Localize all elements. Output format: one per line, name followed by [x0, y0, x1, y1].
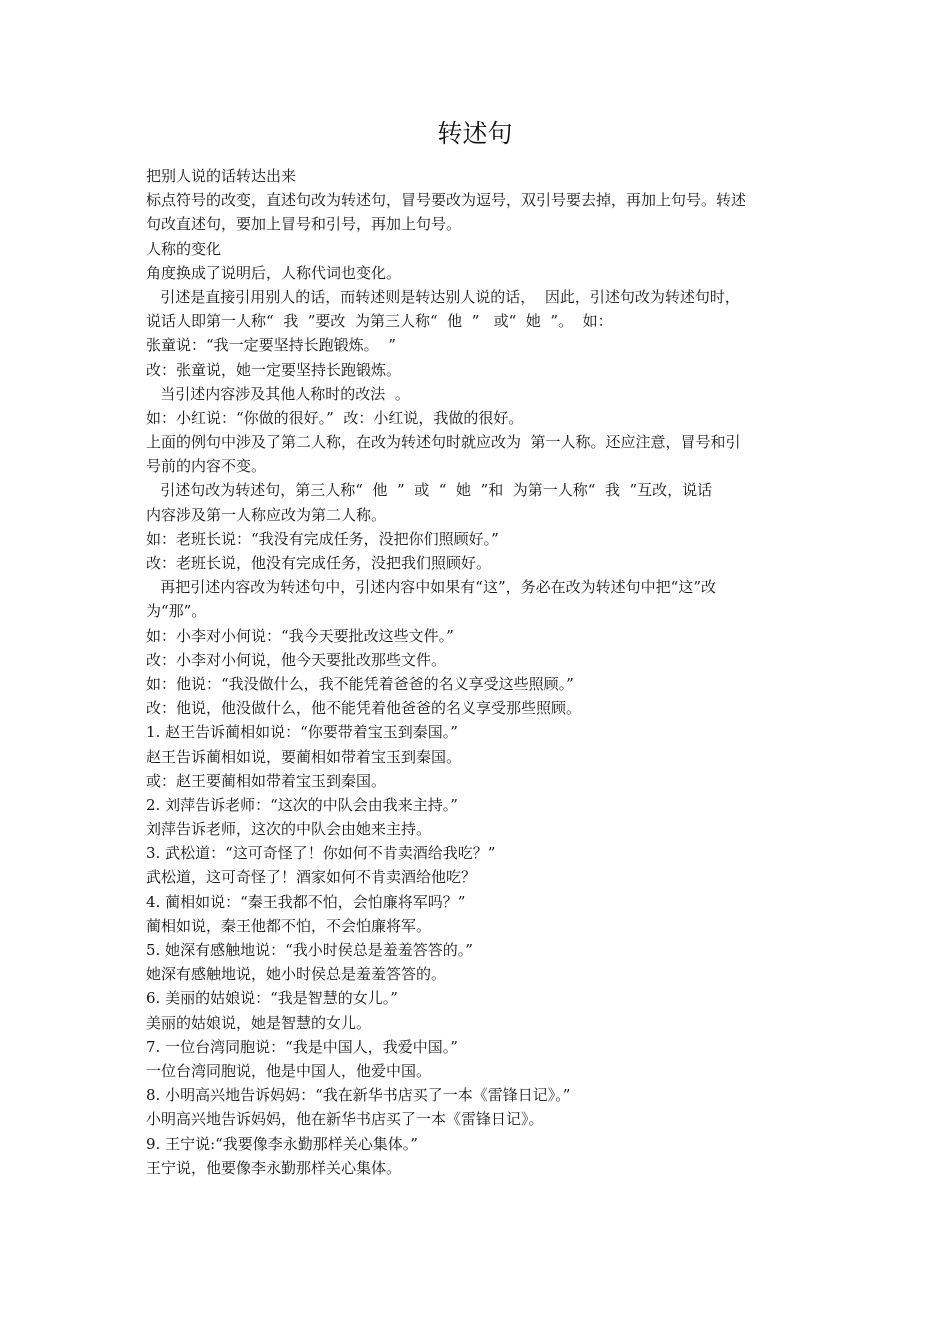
text-line: 张童说：“我一定要坚持长跑锻炼。 ”: [146, 336, 396, 355]
text-line: 6. 美丽的姑娘说：“我是智慧的女儿。”: [146, 989, 398, 1008]
text-line: 改：老班长说，他没有完成任务，没把我们照顾好。: [146, 554, 492, 572]
text-line: 刘萍告诉老师，这次的中队会由她来主持。: [146, 820, 432, 839]
text-line: 4. 蔺相如说：“秦王我都不怕，会怕廉将军吗？”: [146, 892, 466, 911]
text-line: 当引述内容涉及其他人称时的改法 。: [146, 384, 410, 403]
text-line: 5. 她深有感触地说：“我小时侯总是羞羞答答的。”: [146, 941, 473, 959]
text-line: 角度换成了说明后，人称代词也变化。: [146, 263, 402, 282]
text-line: 1. 赵王告诉蔺相如说：“你要带着宝玉到秦国。”: [146, 723, 458, 742]
text-line: 内容涉及第一人称应改为第二人称。: [146, 505, 387, 524]
text-line: 号前的内容不变。: [146, 457, 267, 476]
text-line: 再把引述内容改为转述句中，引述内容中如果有“这”，务必在改为转述句中把“这”改: [146, 578, 716, 597]
document-body: [146, 164, 810, 1180]
text-line: 美丽的姑娘说，她是智慧的女儿。: [146, 1013, 372, 1032]
text-line: 一位台湾同胞说，他是中国人，他爱中国。: [146, 1061, 432, 1080]
text-line: 如：他说：“我没做什么，我不能凭着爸爸的名义享受这些照顾。”: [146, 674, 574, 693]
text-line: 如：小红说：“你做的很好。” 改：小红说，我做的很好。: [146, 408, 524, 427]
text-line: 她深有感触地说，她小时侯总是羞羞答答的。: [146, 965, 447, 984]
text-line: 说话人即第一人称“ 我 ”要改 为第三人称“ 他 ” 或“ 她 ”。 如：: [146, 312, 613, 331]
text-line: 3. 武松道：“这可奇怪了！你如何不肯卖酒给我吃？”: [146, 844, 496, 863]
text-line: 把别人说的话转达出来: [146, 167, 297, 185]
text-line: 引述句改为转述句，第三人称“ 他 ” 或 “ 她 ”和 为第一人称“ 我 ”互改，说话: [146, 481, 713, 500]
text-line: 为“那”。: [146, 602, 207, 621]
text-line: 句改直述句，要加上冒号和引号，再加上句号。: [146, 215, 462, 234]
text-line: 如：老班长说：“我没有完成任务，没把你们照顾好。”: [146, 529, 499, 548]
text-line: 引述是直接引用别人的话，而转述则是转达别人说的话， 因此，引述句改为转述句时，: [146, 287, 740, 306]
text-line: 9. 王宁说:“我要像李永勤那样关心集体。”: [146, 1134, 418, 1153]
page-title: 转述句: [437, 119, 513, 148]
text-line: 改：张童说，她一定要坚持长跑锻炼。: [146, 360, 402, 379]
text-line: 小明高兴地告诉妈妈，他在新华书店买了一本《雷锋日记》。: [146, 1110, 544, 1129]
text-line: 7. 一位台湾同胞说：“我是中国人，我爱中国。”: [146, 1037, 458, 1056]
text-line: 或：赵王要蔺相如带着宝玉到秦国。: [146, 771, 387, 790]
text-line: 蔺相如说，秦王他都不怕，不会怕廉将军。: [146, 916, 432, 935]
text-line: 改：他说，他没做什么，他不能凭着他爸爸的名义享受那些照顾。: [146, 699, 582, 718]
text-line: 如：小李对小何说：“我今天要批改这些文件。”: [146, 626, 454, 645]
text-line: 赵王告诉蔺相如说，要蔺相如带着宝玉到秦国。: [146, 747, 462, 766]
text-line: 标点符号的改变，直述句改为转述句，冒号要改为逗号，双引号要去掉，再加上句号。转述: [146, 191, 747, 210]
text-line: 王宁说，他要像李永勤那样关心集体。: [146, 1158, 402, 1177]
text-line: 上面的例句中涉及了第二人称，在改为转述句时就应改为 第一人称。还应注意，冒号和引: [146, 433, 741, 452]
text-line: 人称的变化: [146, 239, 222, 258]
text-line: 2. 刘萍告诉老师：“这次的中队会由我来主持。”: [146, 795, 458, 814]
text-line: 改：小李对小何说，他今天要批改那些文件。: [146, 650, 447, 669]
text-line: 8. 小明高兴地告诉妈妈：“我在新华书店买了一本《雷锋日记》。”: [146, 1086, 571, 1105]
text-line: 武松道，这可奇怪了！酒家如何不肯卖酒给他吃？: [146, 868, 477, 887]
